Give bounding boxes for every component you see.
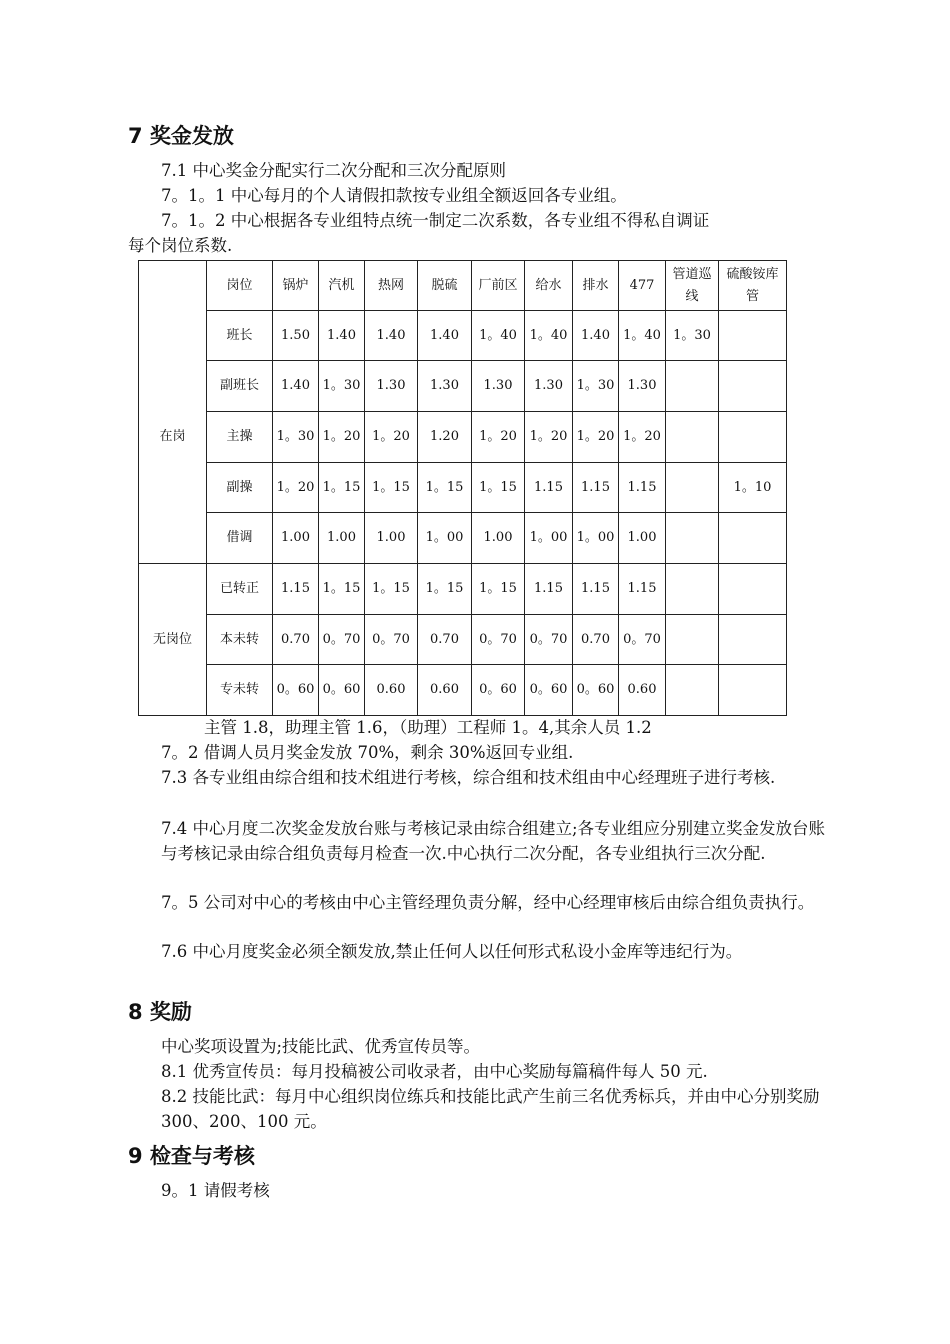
table-row [139, 615, 787, 665]
value-cell: 0.70 [418, 615, 472, 665]
paragraph-7-5: 7。5 公司对中心的考核由中心主管经理负责分解，经中心经理审核后由综合组负责执行。 [161, 893, 815, 912]
value-cell: 1.15 [573, 564, 619, 615]
table-row [139, 361, 787, 412]
value-cell: 0。60 [273, 665, 319, 716]
value-cell [666, 463, 719, 513]
paragraph-7-1-1: 7。1。1 中心每月的个人请假扣款按专业组全额返回各专业组。 [161, 186, 627, 205]
section-9-heading: 9 检查与考核 [128, 1144, 255, 1168]
value-cell: 0。70 [319, 615, 365, 665]
value-cell: 0。70 [472, 615, 525, 665]
post-cell: 副班长 [207, 361, 273, 412]
group-cell [139, 564, 207, 716]
value-cell [719, 513, 787, 564]
value-cell [666, 412, 719, 463]
value-cell: 1.40 [319, 311, 365, 361]
value-cell: 1.15 [573, 463, 619, 513]
value-cell: 1。00 [573, 513, 619, 564]
value-cell: 1.15 [619, 463, 666, 513]
paragraph-7-1-2-line1: 7。1。2 中心根据各专业组特点统一制定二次系数，各专业组不得私自调证 [161, 211, 710, 230]
value-cell: 1.30 [472, 361, 525, 412]
value-cell [719, 311, 787, 361]
value-cell [719, 361, 787, 412]
paragraph-7-4: 7.4 中心月度二次奖金发放台账与考核记录由综合组建立;各专业组应分别建立奖金发放台账与考核记录由综合组负责每月检查一次.中心执行二次分配，各专业组执行三次分配. [161, 819, 826, 863]
post-cell: 班长 [207, 311, 273, 361]
value-cell: 1.15 [525, 564, 573, 615]
value-cell: 1.40 [573, 311, 619, 361]
header-cell: 给水 [525, 261, 573, 311]
group-label: 无岗位 [152, 631, 192, 647]
value-cell: 1。15 [365, 564, 418, 615]
value-cell [719, 564, 787, 615]
header-cell: 排水 [573, 261, 619, 311]
value-cell: 1.30 [418, 361, 472, 412]
value-cell: 1.30 [619, 361, 666, 412]
paragraph-8-intro: 中心奖项设置为;技能比武、优秀宣传员等。 [161, 1037, 481, 1056]
value-cell: 1。15 [472, 463, 525, 513]
value-cell [666, 615, 719, 665]
table-row [139, 412, 787, 463]
value-cell: 0。60 [319, 665, 365, 716]
table-row [139, 311, 787, 361]
value-cell: 1。30 [573, 361, 619, 412]
section-8-heading: 8 奖励 [128, 1000, 192, 1024]
table-row [139, 513, 787, 564]
value-cell: 1.00 [273, 513, 319, 564]
post-cell: 主操 [207, 412, 273, 463]
value-cell: 1.00 [472, 513, 525, 564]
value-cell: 1.40 [365, 311, 418, 361]
value-cell: 1.30 [365, 361, 418, 412]
value-cell: 0.60 [619, 665, 666, 716]
value-cell: 1。15 [418, 463, 472, 513]
group-label: 在岗 [159, 428, 186, 444]
value-cell [719, 665, 787, 716]
value-cell: 1。40 [525, 311, 573, 361]
value-cell: 1。15 [472, 564, 525, 615]
paragraph-7-1: 7.1 中心奖金分配实行二次分配和三次分配原则 [161, 161, 506, 180]
post-cell: 专未转 [207, 665, 273, 716]
coefficient-table [138, 260, 787, 716]
value-cell: 1。15 [365, 463, 418, 513]
value-cell: 1.00 [319, 513, 365, 564]
value-cell: 1。20 [319, 412, 365, 463]
value-cell: 1.50 [273, 311, 319, 361]
table-note: 主管 1.8，助理主管 1.6，（助理）工程师 1。4,其余人员 1.2 [204, 718, 652, 737]
header-cell: 厂前区 [472, 261, 525, 311]
value-cell: 1.20 [418, 412, 472, 463]
paragraph-7-1-2-line2: 每个岗位系数. [128, 236, 233, 255]
value-cell: 0。60 [525, 665, 573, 716]
value-cell: 1。40 [619, 311, 666, 361]
value-cell: 1。30 [666, 311, 719, 361]
value-cell: 0。70 [365, 615, 418, 665]
value-cell: 1。40 [472, 311, 525, 361]
value-cell: 1。30 [319, 361, 365, 412]
value-cell: 0。70 [525, 615, 573, 665]
value-cell: 0.70 [273, 615, 319, 665]
value-cell [719, 615, 787, 665]
value-cell: 1。20 [525, 412, 573, 463]
post-cell: 已转正 [207, 564, 273, 615]
value-cell: 1。10 [719, 463, 787, 513]
table-row [139, 463, 787, 513]
header-cell: 岗位 [207, 261, 273, 311]
post-cell: 本未转 [207, 615, 273, 665]
value-cell: 1.30 [525, 361, 573, 412]
value-cell: 1。20 [273, 463, 319, 513]
post-cell: 借调 [207, 513, 273, 564]
value-cell: 1。30 [273, 412, 319, 463]
value-cell [666, 665, 719, 716]
value-cell: 1.00 [365, 513, 418, 564]
value-cell: 0.70 [573, 615, 619, 665]
post-cell: 副操 [207, 463, 273, 513]
header-cell: 锅炉 [273, 261, 319, 311]
header-cell: 热网 [365, 261, 418, 311]
value-cell: 0。60 [573, 665, 619, 716]
value-cell: 1.15 [525, 463, 573, 513]
value-cell: 1。15 [319, 564, 365, 615]
value-cell: 1。15 [418, 564, 472, 615]
value-cell: 0。70 [619, 615, 666, 665]
value-cell: 1。20 [365, 412, 418, 463]
value-cell [666, 564, 719, 615]
value-cell: 1。15 [319, 463, 365, 513]
corner-cell [139, 261, 207, 311]
value-cell: 1.40 [273, 361, 319, 412]
value-cell: 0.60 [418, 665, 472, 716]
table-row [139, 564, 787, 615]
value-cell: 1。00 [418, 513, 472, 564]
value-cell [666, 513, 719, 564]
header-cell: 硫酸铵库管 [719, 261, 787, 311]
paragraph-9-1: 9。1 请假考核 [161, 1181, 270, 1200]
header-cell: 477 [619, 261, 666, 311]
value-cell: 0.60 [365, 665, 418, 716]
value-cell: 1。20 [619, 412, 666, 463]
group-cell [139, 311, 207, 564]
value-cell [666, 361, 719, 412]
paragraph-7-3: 7.3 各专业组由综合组和技术组进行考核，综合组和技术组由中心经理班子进行考核. [161, 768, 776, 787]
value-cell: 1.40 [418, 311, 472, 361]
value-cell: 1.15 [619, 564, 666, 615]
value-cell [719, 412, 787, 463]
paragraph-8-1: 8.1 优秀宣传员：每月投稿被公司收录者，由中心奖励每篇稿件每人 50 元. [161, 1062, 708, 1081]
paragraph-7-6: 7.6 中心月度奖金必须全额发放,禁止任何人以任何形式私设小金库等违纪行为。 [161, 942, 743, 961]
paragraph-7-2: 7。2 借调人员月奖金发放 70%，剩余 30%返回专业组. [161, 743, 574, 762]
section-7-heading: 7 奖金发放 [128, 124, 234, 148]
value-cell: 1。20 [472, 412, 525, 463]
value-cell: 1.00 [619, 513, 666, 564]
value-cell: 0。60 [472, 665, 525, 716]
value-cell: 1.15 [273, 564, 319, 615]
value-cell: 1。00 [525, 513, 573, 564]
value-cell: 1。20 [573, 412, 619, 463]
table-header-row [139, 261, 787, 311]
header-cell: 汽机 [319, 261, 365, 311]
table-row [139, 665, 787, 716]
header-cell: 脱硫 [418, 261, 472, 311]
header-cell: 管道巡线 [666, 261, 719, 311]
paragraph-8-2: 8.2 技能比武：每月中心组织岗位练兵和技能比武产生前三名优秀标兵，并由中心分别奖励 300、200、100 元。 [161, 1087, 820, 1131]
